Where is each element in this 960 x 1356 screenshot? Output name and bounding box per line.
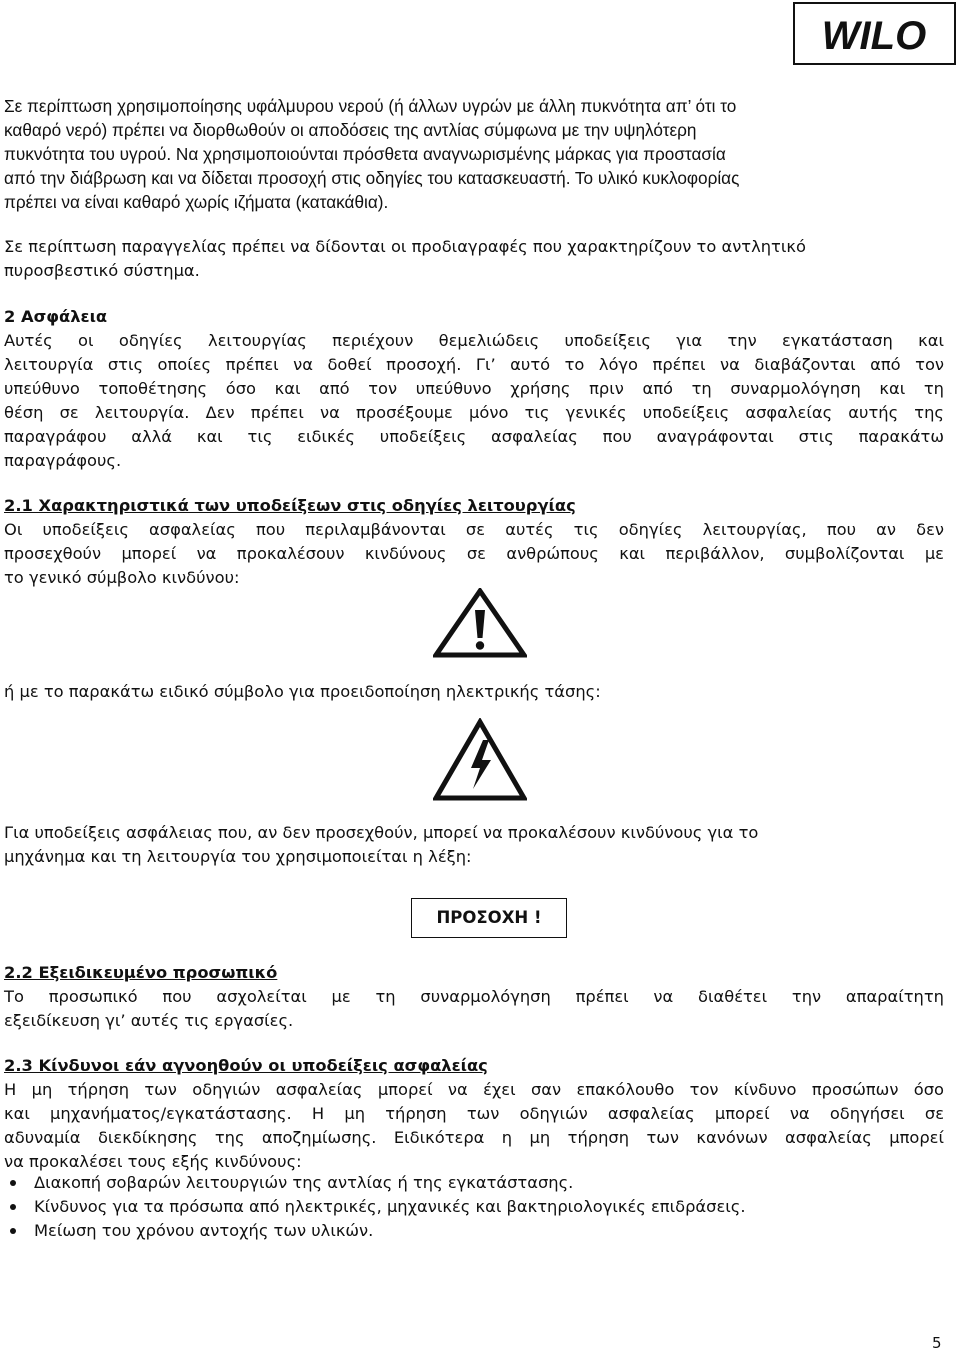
intro-line: πρέπει να είναι καθαρό χωρίς ιζήματα (κατακάθια).: [4, 192, 389, 212]
intro-line: Σε περίπτωση χρησιμοποίησης υφάλμυρου νερού (ή άλλων υγρών με άλλη πυκνότητα απ’ ότι το: [4, 96, 737, 116]
order-line: Σε περίπτωση παραγγελίας πρέπει να δίδονται οι προδιαγραφές που χαρακτηρίζουν το αντλητικό: [4, 237, 806, 256]
bullet-icon: [10, 1228, 16, 1234]
page-number: 5: [932, 1334, 942, 1352]
section-2-line: παραγράφου αλλά και τις ειδικές υποδείξεις ασφαλείας που αναγράφονται στις παρακάτω: [4, 427, 944, 446]
order-line: πυροσβεστικό σύστημα.: [4, 261, 200, 280]
general-danger-icon: [433, 588, 527, 658]
list-item: [4, 1195, 746, 1219]
section-2-2-line: Το προσωπικό που ασχολείται με τη συναρμολόγηση πρέπει να διαθέτει την απαραίτητη: [4, 987, 944, 1006]
section-2-line: Αυτές οι οδηγίες λειτουργίας περιέχουν θεμελιώδεις υποδείξεις για την εγκατάσταση και: [4, 331, 944, 350]
bullet-icon: [10, 1204, 16, 1210]
wilo-logo-text: WILO: [821, 14, 927, 58]
intro-line: καθαρό νερό) πρέπει να διορθωθούν οι αποδόσεις της αντλίας σύμφωνα με την υψηλότερη: [4, 120, 697, 140]
machine-line: Για υποδείξεις ασφάλειας που, αν δεν προσεχθούν, μπορεί να προκαλέσουν κινδύνους για το: [4, 823, 759, 842]
list-item: [4, 1171, 573, 1195]
machine-line: μηχάνημα και τη λειτουργία του χρησιμοποιείται η λέξη:: [4, 847, 472, 866]
intro-line: πυκνότητα του υγρού. Να χρησιμοποιούνται πρόσθετα αναγνωρισμένης μάρκας για προστασία: [4, 144, 726, 164]
wilo-logo-mark: [795, 4, 954, 63]
section-2-heading: 2 Ασφάλεια: [4, 307, 108, 326]
section-2-3-line: Η μη τήρηση των οδηγιών ασφαλείας μπορεί να έχει σαν επακόλουθο τον κίνδυνο προσώπων όσο: [4, 1080, 944, 1099]
section-2-3-line: και μηχανήματος/εγκατάστασης. Η μη τήρηση των οδηγιών ασφαλείας μπορεί να οδηγήσει σε: [4, 1104, 944, 1123]
section-2-line: παραγράφους.: [4, 451, 122, 470]
electric-voltage-warning-icon: [433, 718, 527, 802]
section-2-2-heading: 2.2 Εξειδικευμένο προσωπικό: [4, 963, 278, 982]
section-2-1-line: Οι υποδείξεις ασφαλείας που περιλαμβάνονται σε αυτές τις οδηγίες λειτουργίας, που αν δεν: [4, 520, 944, 539]
bullet-icon: [10, 1180, 16, 1186]
section-2-line: λειτουργία στις οποίες πρέπει να δοθεί προσοχή. Γι’ αυτό το λόγο πρέπει να διαβάζονται από τον: [4, 355, 944, 374]
section-2-1-heading: 2.1 Χαρακτηριστικά των υποδείξεων στις οδηγίες λειτουργίας: [4, 496, 576, 515]
list-item-text: Διακοπή σοβαρών λειτουργιών της αντλίας ή της εγκατάστασης.: [34, 1173, 574, 1192]
wilo-logo: [793, 2, 956, 65]
list-item: [4, 1219, 373, 1243]
section-2-1-line: προσεχθούν μπορεί να προκαλέσουν κινδύνους σε ανθρώπους και περιβάλλον, συμβολίζονται με: [4, 544, 944, 563]
intro-line: από την διάβρωση και να δίδεται προσοχή στις οδηγίες του κατασκευαστή. Το υλικό κυκλοφορίας: [4, 168, 740, 188]
section-2-3-heading: 2.3 Κίνδυνοι εάν αγνοηθούν οι υποδείξεις ασφαλείας: [4, 1056, 488, 1075]
section-2-2-line: εξειδίκευση γι’ αυτές τις εργασίες.: [4, 1011, 294, 1030]
section-2-line: υπεύθυνο τοποθέτησης όσο και από τον υπεύθυνο χρήσης πριν από τη συναρμολόγηση και τη: [4, 379, 944, 398]
section-2-3-line: αδυναμία διεκδίκησης της αποζημίωσης. Ειδικότερα η μη τήρηση των κανόνων ασφαλείας μπορεί: [4, 1128, 944, 1147]
section-2-line: θέση σε λειτουργία. Δεν πρέπει να προσέξουμε μόνο τις γενικές υποδείξεις ασφαλείας αυτής της: [4, 403, 944, 422]
section-2-3-line: να προκαλέσει τους εξής κινδύνους:: [4, 1152, 302, 1171]
list-item-text: Κίνδυνος για τα πρόσωπα από ηλεκτρικές, μηχανικές και βακτηριολογικές επιδράσεις.: [34, 1197, 746, 1216]
attention-label: ΠΡΟΣΟΧΗ !: [411, 898, 567, 938]
section-2-1-line: το γενικό σύμβολο κινδύνου:: [4, 568, 240, 587]
electric-symbol-intro: ή με το παρακάτω ειδικό σύμβολο για προειδοποίηση ηλεκτρικής τάσης:: [4, 682, 601, 701]
list-item-text: Μείωση του χρόνου αντοχής των υλικών.: [34, 1221, 374, 1240]
